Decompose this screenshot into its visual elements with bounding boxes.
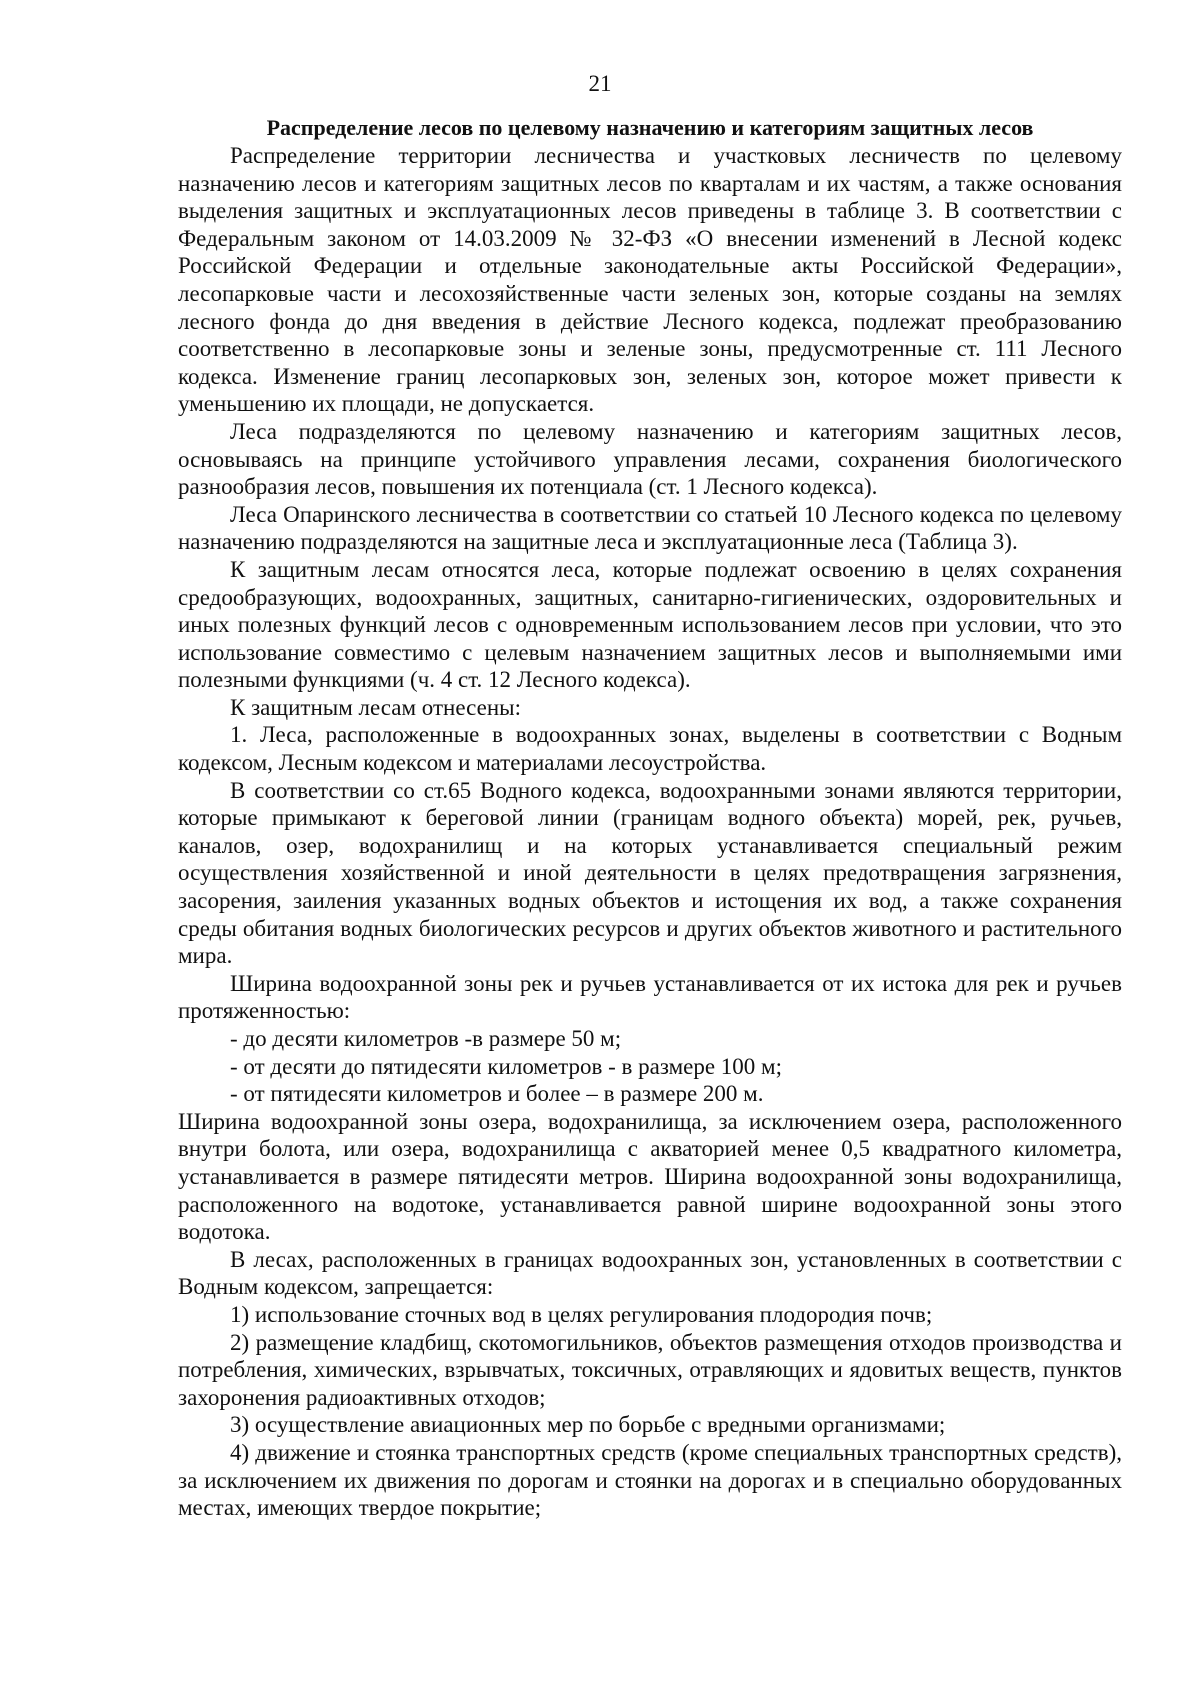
lake-paragraph: Ширина водоохранной зоны озера, водохранилища, за исключением озера, расположенного внутри болота, или озера, водохранилища с акваторией менее 0,5 квадратного километра, устанавливается в размере пятидесяти метров. Ширина водоохранной зоны водохранилища, расположенного на водотоке, устанавливается равной ширине водоохранной зоны этого водотока. xyxy=(178,1108,1122,1245)
prohibited-intro: В лесах, расположенных в границах водоохранных зон, установленных в соответствии с Водным кодексом, запрещается: xyxy=(178,1246,1122,1300)
paragraph: К защитным лесам относятся леса, которые подлежат освоению в целях сохранения средообразующих, водоохранных, защитных, санитарно-гигиенических, оздоровительных и иных полезных функций лесов с одновременным использованием лесов при условии, что это использование совместимо с целевым назначением защитных лесов и выполняемыми ими полезными функциями (ч. 4 ст. 12 Лесного кодекса). xyxy=(178,556,1122,693)
prohibited-item: 3) осуществление авиационных мер по борьбе с вредными организмами; xyxy=(230,1412,946,1438)
paragraph: Леса подразделяются по целевому назначению и категориям защитных лесов, основываясь на принципе устойчивого управления лесами, сохранения биологического разнообразия лесов, повышения их потенциала (ст. 1 Лесного кодекса). xyxy=(178,418,1122,500)
paragraph: Распределение территории лесничества и участковых лесничеств по целевому назначению лесов и категориям защитных лесов по кварталам и их частям, а также основания выделения защитных и эксплуатационных лесов приведены в таблице 3. В соответствии с Федеральным законом от 14.03.2009 № 32-ФЗ «О внесении изменений в Лесной кодекс Российской Федерации и отдельные законодательные акты Российской Федерации», лесопарковые части и лесохозяйственные части зеленых зон, которые созданы на землях лесного фонда до дня введения в действие Лесного кодекса, подлежат преобразованию соответственно в лесопарковые зоны и зеленые зоны, предусмотренные ст. 111 Лесного кодекса. Изменение границ лесопарковых зон, зеленых зон, которое может привести к уменьшению их площади, не допускается. xyxy=(178,143,1122,417)
section-heading: Распределение лесов по целевому назначению и категориям защитных лесов xyxy=(266,115,1034,140)
document-body xyxy=(178,114,1122,1522)
paragraph: К защитным лесам отнесены: xyxy=(230,694,521,720)
prohibited-item: 4) движение и стоянка транспортных средств (кроме специальных транспортных средств), за исключением их движения по дорогам и стоянки на дорогах и в специально оборудованных местах, имеющих твердое покрытие; xyxy=(178,1439,1122,1521)
paragraph: Ширина водоохранной зоны рек и ручьев устанавливается от их истока для рек и ручьев протяженностью: xyxy=(178,970,1122,1024)
prohibited-item: 1) использование сточных вод в целях регулирования плодородия почв; xyxy=(230,1301,933,1327)
page-number: 21 xyxy=(588,71,612,96)
prohibited-item: 2) размещение кладбищ, скотомогильников, объектов размещения отходов производства и потребления, химических, взрывчатых, токсичных, отравляющих и ядовитых веществ, пунктов захоронения радиоактивных отходов; xyxy=(178,1329,1122,1410)
width-list-item: - до десяти километров -в размере 50 м; xyxy=(230,1026,622,1051)
paragraph: В соответствии со ст.65 Водного кодекса, водоохранными зонами являются территории, которые примыкают к береговой линии (границам водного объекта) морей, рек, ручьев, каналов, озер, водохранилищ и на которых устанавливается специальный режим осуществления хозяйственной и иной деятельности в целях предотвращения загрязнения, засорения, заиления указанных водных объектов и истощения их вод, а также сохранения среды обитания водных биологических ресурсов и других объектов животного и растительного мира. xyxy=(178,777,1122,969)
paragraph: 1. Леса, расположенные в водоохранных зонах, выделены в соответствии с Водным кодексом, Лесным кодексом и материалами лесоустройства. xyxy=(178,722,1122,776)
paragraph: Леса Опаринского лесничества в соответствии со статьей 10 Лесного кодекса по целевому назначению подразделяются на защитные леса и эксплуатационные леса (Таблица 3). xyxy=(178,501,1122,555)
width-list-item: - от десяти до пятидесяти километров - в размере 100 м; xyxy=(230,1053,782,1079)
width-list-item: - от пятидесяти километров и более – в размере 200 м. xyxy=(230,1081,764,1107)
